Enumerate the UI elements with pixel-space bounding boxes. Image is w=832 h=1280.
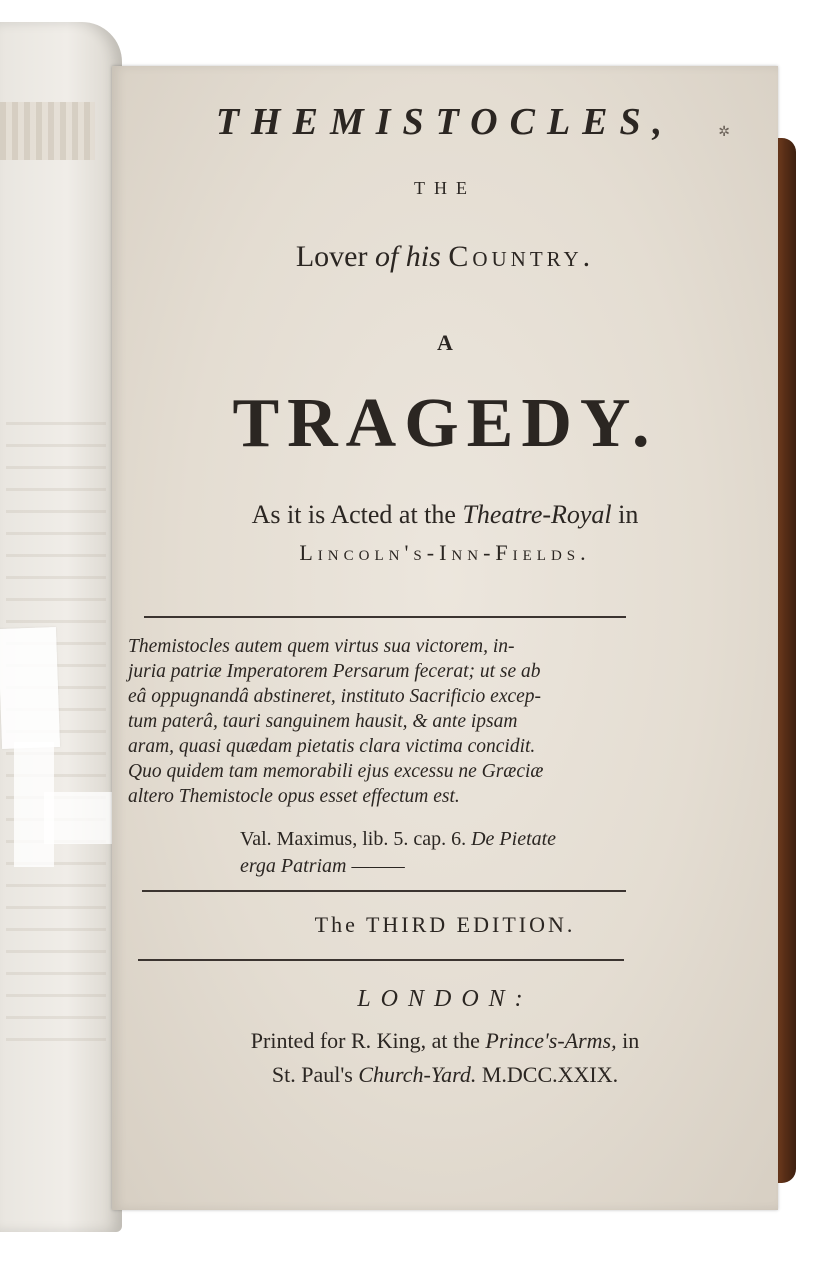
citation-work-cont: erga Patriam ——— (240, 855, 405, 877)
imprint-city: LONDON: (357, 986, 533, 1012)
facing-page (0, 22, 122, 1232)
edition-name: THIRD EDITION. (365, 912, 576, 937)
venue-line: Lincoln's-Inn-Fields. (299, 540, 591, 565)
subtitle-of: of (374, 240, 399, 273)
epigraph-line: altero Themistocle opus esset effectum est. (128, 786, 460, 807)
epigraph-line: eâ oppugnandâ abstineret, instituto Sacrificio excep- (128, 686, 542, 707)
divider-rule (144, 616, 626, 618)
paper-tape (0, 627, 60, 749)
subtitle-his: his (398, 240, 449, 273)
epigraph-citation (240, 826, 556, 880)
epigraph-line: aram, quasi quædam pietatis clara victima concidit. (128, 736, 536, 757)
address-st-pauls: St. Paul's (271, 1062, 359, 1087)
performance-line (112, 500, 778, 530)
acted-in: in (611, 500, 639, 529)
subtitle-lover: Lover (295, 240, 375, 273)
epigraph-line: Quo quidem tam memorabili ejus excessu ne Græciæ (128, 761, 544, 782)
epigraph-line: Themistocles autem quem virtus sua victorem, in- (128, 636, 515, 657)
acted-text: As it is Acted at the (251, 500, 463, 529)
printer-in: in (616, 1028, 640, 1053)
latin-epigraph (128, 634, 640, 809)
paper-tape (44, 792, 112, 844)
genre-tragedy: TRAGEDY. (232, 385, 658, 462)
printer-text: Printed for R. King, at the (250, 1028, 486, 1053)
imprint-printer (112, 1028, 778, 1054)
article-a: A (437, 330, 453, 355)
edition-the: The (314, 912, 366, 937)
citation-source: Val. Maximus, lib. 5. cap. 6. (240, 828, 472, 850)
theatre-name: Theatre-Royal (462, 500, 612, 529)
imprint-address-date (112, 1062, 778, 1088)
headpiece-ornament (0, 102, 95, 160)
epigraph-line: tum paterâ, tauri sanguinem hausit, & ante ipsam (128, 711, 518, 732)
epigraph-line: juria patriæ Imperatorem Persarum fecerat; ut se ab (128, 661, 541, 682)
printer-sign: Prince's-Arms, (485, 1028, 617, 1053)
citation-work: De Pietate (471, 828, 557, 850)
foxing-mark: ✲ (718, 125, 730, 140)
play-title: THEMISTOCLES, (215, 101, 675, 143)
title-the: THE (414, 178, 476, 198)
subtitle (112, 240, 778, 274)
edition-line (112, 912, 778, 938)
address-churchyard: Church-Yard. (358, 1062, 477, 1087)
title-page (112, 66, 778, 1210)
imprint-date: M.DCC.XXIX. (476, 1062, 619, 1087)
divider-rule (138, 959, 624, 961)
divider-rule (142, 890, 626, 892)
subtitle-country: Country. (448, 240, 595, 273)
